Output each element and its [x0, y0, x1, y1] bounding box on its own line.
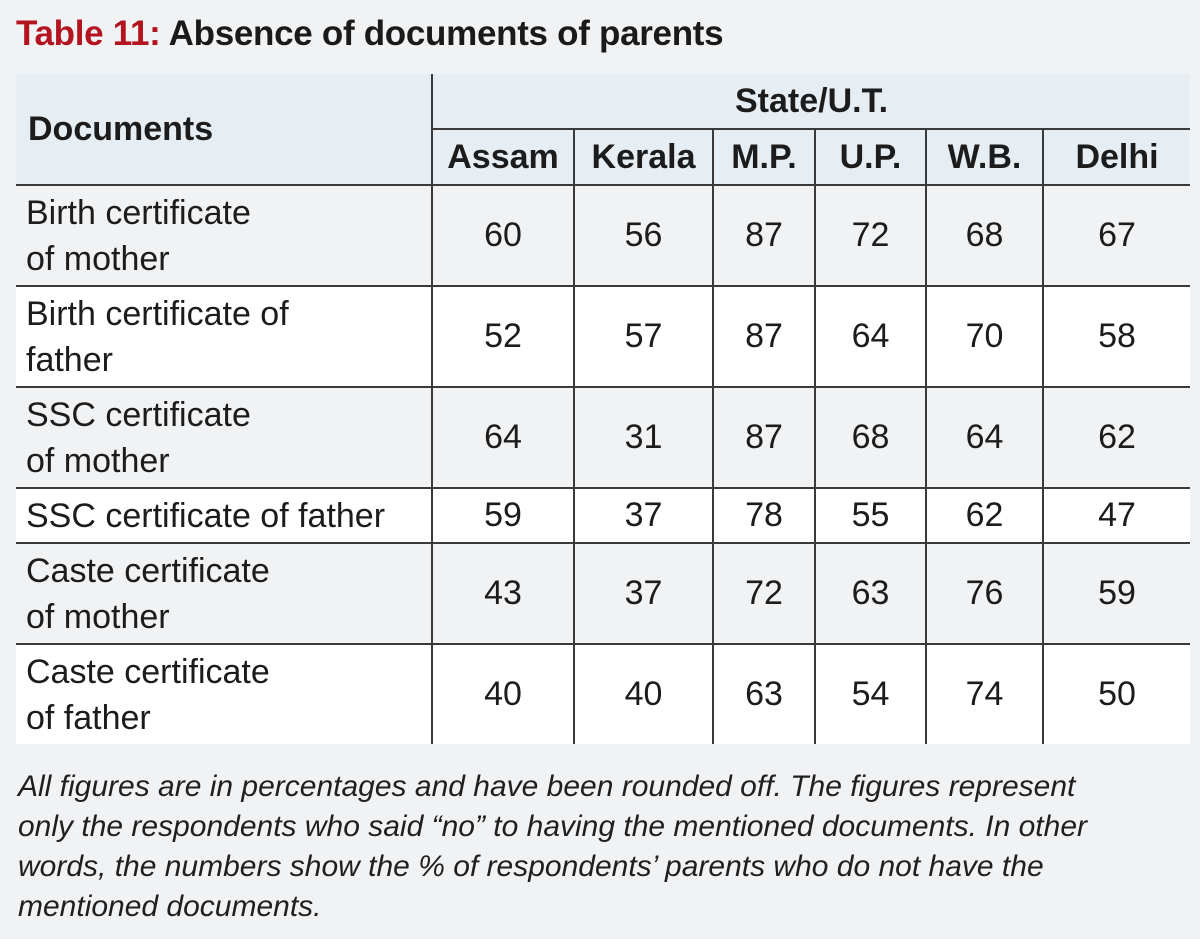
value-cell: 52: [432, 286, 574, 387]
table-caption: Absence of documents of parents: [168, 14, 724, 53]
value-cell: 60: [432, 185, 574, 286]
value-cell: 63: [713, 644, 815, 744]
documents-table: [16, 74, 1190, 744]
value-cell: 68: [815, 387, 926, 488]
table-number: Table 11:: [16, 14, 161, 53]
value-cell: 37: [574, 488, 713, 543]
value-cell: 72: [713, 543, 815, 644]
state-header-kerala: Kerala: [574, 129, 713, 185]
document-label-line: of father: [26, 698, 151, 737]
value-cell: 56: [574, 185, 713, 286]
table-title: [16, 12, 723, 56]
document-label-line: Birth certificate: [26, 193, 251, 232]
document-label: [16, 185, 432, 286]
state-header-delhi: Delhi: [1043, 129, 1190, 185]
documents-column-header: Documents: [16, 74, 432, 185]
document-label: [16, 644, 432, 744]
value-cell: 87: [713, 185, 815, 286]
state-group-header: State/U.T.: [432, 74, 1190, 129]
value-cell: 55: [815, 488, 926, 543]
value-cell: 31: [574, 387, 713, 488]
table-row: [16, 488, 1190, 543]
value-cell: 70: [926, 286, 1043, 387]
footnote-line: All figures are in percentages and have been rounded off. The figures represent: [18, 770, 1076, 803]
table-row: [16, 185, 1190, 286]
value-cell: 64: [815, 286, 926, 387]
value-cell: 40: [432, 644, 574, 744]
value-cell: 64: [432, 387, 574, 488]
document-label: [16, 286, 432, 387]
value-cell: 78: [713, 488, 815, 543]
document-label-line: SSC certificate of father: [26, 496, 386, 535]
value-cell: 87: [713, 286, 815, 387]
value-cell: 37: [574, 543, 713, 644]
state-header-up: U.P.: [815, 129, 926, 185]
document-label-line: Birth certificate of: [26, 294, 289, 333]
document-label-line: SSC certificate: [26, 395, 251, 434]
value-cell: 63: [815, 543, 926, 644]
value-cell: 43: [432, 543, 574, 644]
state-header-assam: Assam: [432, 129, 574, 185]
value-cell: 50: [1043, 644, 1190, 744]
value-cell: 59: [1043, 543, 1190, 644]
document-label-line: of mother: [26, 239, 170, 278]
document-label-line: of mother: [26, 597, 170, 636]
table-footnote: [18, 767, 1178, 927]
value-cell: 72: [815, 185, 926, 286]
value-cell: 74: [926, 644, 1043, 744]
table-row: [16, 286, 1190, 387]
document-label: [16, 387, 432, 488]
footnote-line: only the respondents who said “no” to having the mentioned documents. In other: [18, 810, 1087, 843]
value-cell: 62: [1043, 387, 1190, 488]
value-cell: 59: [432, 488, 574, 543]
value-cell: 40: [574, 644, 713, 744]
footnote-line: mentioned documents.: [18, 890, 322, 923]
document-label-line: Caste certificate: [26, 551, 270, 590]
value-cell: 64: [926, 387, 1043, 488]
value-cell: 76: [926, 543, 1043, 644]
table-row: [16, 543, 1190, 644]
document-label: [16, 543, 432, 644]
value-cell: 47: [1043, 488, 1190, 543]
value-cell: 62: [926, 488, 1043, 543]
document-label-line: Caste certificate: [26, 652, 270, 691]
value-cell: 57: [574, 286, 713, 387]
document-label-line: father: [26, 340, 113, 379]
value-cell: 67: [1043, 185, 1190, 286]
value-cell: 87: [713, 387, 815, 488]
state-header-wb: W.B.: [926, 129, 1043, 185]
table-row: [16, 644, 1190, 744]
state-header-mp: M.P.: [713, 129, 815, 185]
value-cell: 58: [1043, 286, 1190, 387]
value-cell: 54: [815, 644, 926, 744]
value-cell: 68: [926, 185, 1043, 286]
footnote-line: words, the numbers show the % of respondents’ parents who do not have the: [18, 850, 1044, 883]
table-row: [16, 387, 1190, 488]
document-label: [16, 488, 432, 543]
header-row-group: [16, 74, 1190, 129]
document-label-line: of mother: [26, 441, 170, 480]
